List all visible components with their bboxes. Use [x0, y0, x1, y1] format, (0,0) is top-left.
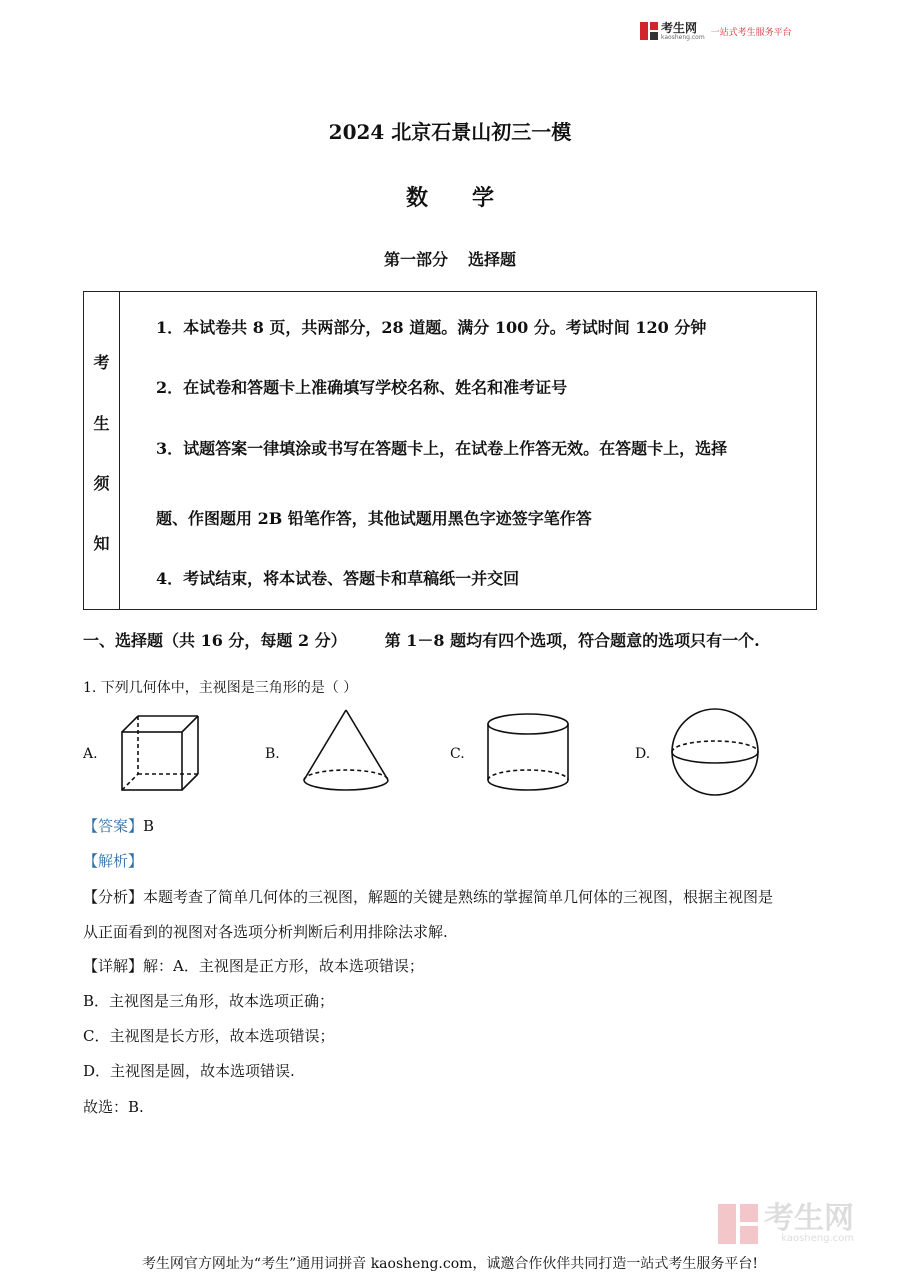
fenxi-line [83, 886, 773, 907]
section-instruction: 第 1－8 题均有四个选项，符合题意的选项只有一个. [384, 631, 760, 650]
cylinder-icon [484, 710, 572, 794]
detail-b: B．主视图是三角形，故本选项正确； [83, 992, 335, 1010]
exam-title: 2024 北京石景山初三一模 [328, 120, 572, 144]
cone-icon [300, 706, 392, 796]
site-logo [640, 18, 792, 44]
notice-side-char: 知 [93, 534, 110, 553]
part-name: 选择题 [468, 250, 517, 269]
exam-notice-box [83, 291, 817, 610]
sphere-icon [668, 706, 762, 798]
notice-line: 题、作图题用 2B 铅笔作答，其他试题用黑色字迹签字笔作答 [156, 509, 592, 528]
part-heading [0, 247, 900, 270]
option-d-label: D. [635, 746, 651, 762]
logo-mark-icon [640, 22, 658, 40]
notice-line: 1．本试卷共 8 页，共两部分，28 道题。满分 100 分。考试时间 120 分钟 [156, 318, 707, 337]
watermark-logo [718, 1201, 854, 1244]
cube-icon [118, 712, 202, 794]
answer-line [83, 815, 154, 836]
watermark-name: 考生网 [764, 1201, 854, 1236]
notice-side-char: 须 [93, 474, 110, 493]
logo-name: 考生网 [661, 20, 698, 35]
section-title: 一、选择题（共 16 分，每题 2 分） [83, 631, 347, 650]
notice-side-char: 生 [93, 414, 110, 433]
answer-tag: 【答案】 [83, 817, 144, 835]
conclusion: 故选：B. [83, 1098, 144, 1116]
watermark-mark-icon [718, 1204, 758, 1244]
analysis-tag: 【解析】 [83, 852, 144, 870]
detail-tag: 【详解】 [83, 957, 144, 975]
logo-domain: kaosheng.com [661, 33, 705, 41]
answer-value: B [143, 817, 155, 835]
detail-a: 解：A．主视图是正方形，故本选项错误； [143, 957, 424, 975]
option-c-label: C. [450, 746, 465, 762]
watermark-domain: kaosheng.com [781, 1233, 854, 1244]
fenxi-text: 本题考查了简单几何体的三视图，解题的关键是熟练的掌握简单几何体的三视图，根据主视图是 [143, 888, 774, 906]
notice-line: 2．在试卷和答题卡上准确填写学校名称、姓名和准考证号 [156, 378, 568, 397]
option-a-label: A. [83, 746, 98, 762]
notice-divider [119, 292, 120, 609]
detail-c: C．主视图是长方形，故本选项错误； [83, 1027, 335, 1045]
option-b-label: B. [265, 746, 280, 762]
part-label: 第一部分 [383, 250, 448, 269]
notice-side-char: 考 [93, 353, 110, 372]
page-footer: 考生网官方网址为“考生”通用词拼音 kaosheng.com，诚邀合作伙伴共同打造一站式考生服务平台! [141, 1256, 759, 1272]
notice-line: 3．试题答案一律填涂或书写在答题卡上，在试卷上作答无效。在答题卡上，选择 [156, 439, 728, 458]
section-heading [83, 628, 760, 651]
fenxi-line-2: 从正面看到的视图对各选项分析判断后利用排除法求解. [83, 923, 448, 941]
logo-slogan: 一站式考生服务平台 [710, 27, 792, 38]
detail-line [83, 955, 424, 976]
fenxi-tag: 【分析】 [83, 888, 144, 906]
notice-line: 4．考试结束，将本试卷、答题卡和草稿纸一并交回 [156, 569, 520, 588]
detail-d: D．主视图是圆，故本选项错误. [83, 1062, 295, 1080]
exam-subject: 数学 [405, 185, 538, 211]
question-stem: 1. 下列几何体中，主视图是三角形的是（ ） [83, 680, 358, 696]
